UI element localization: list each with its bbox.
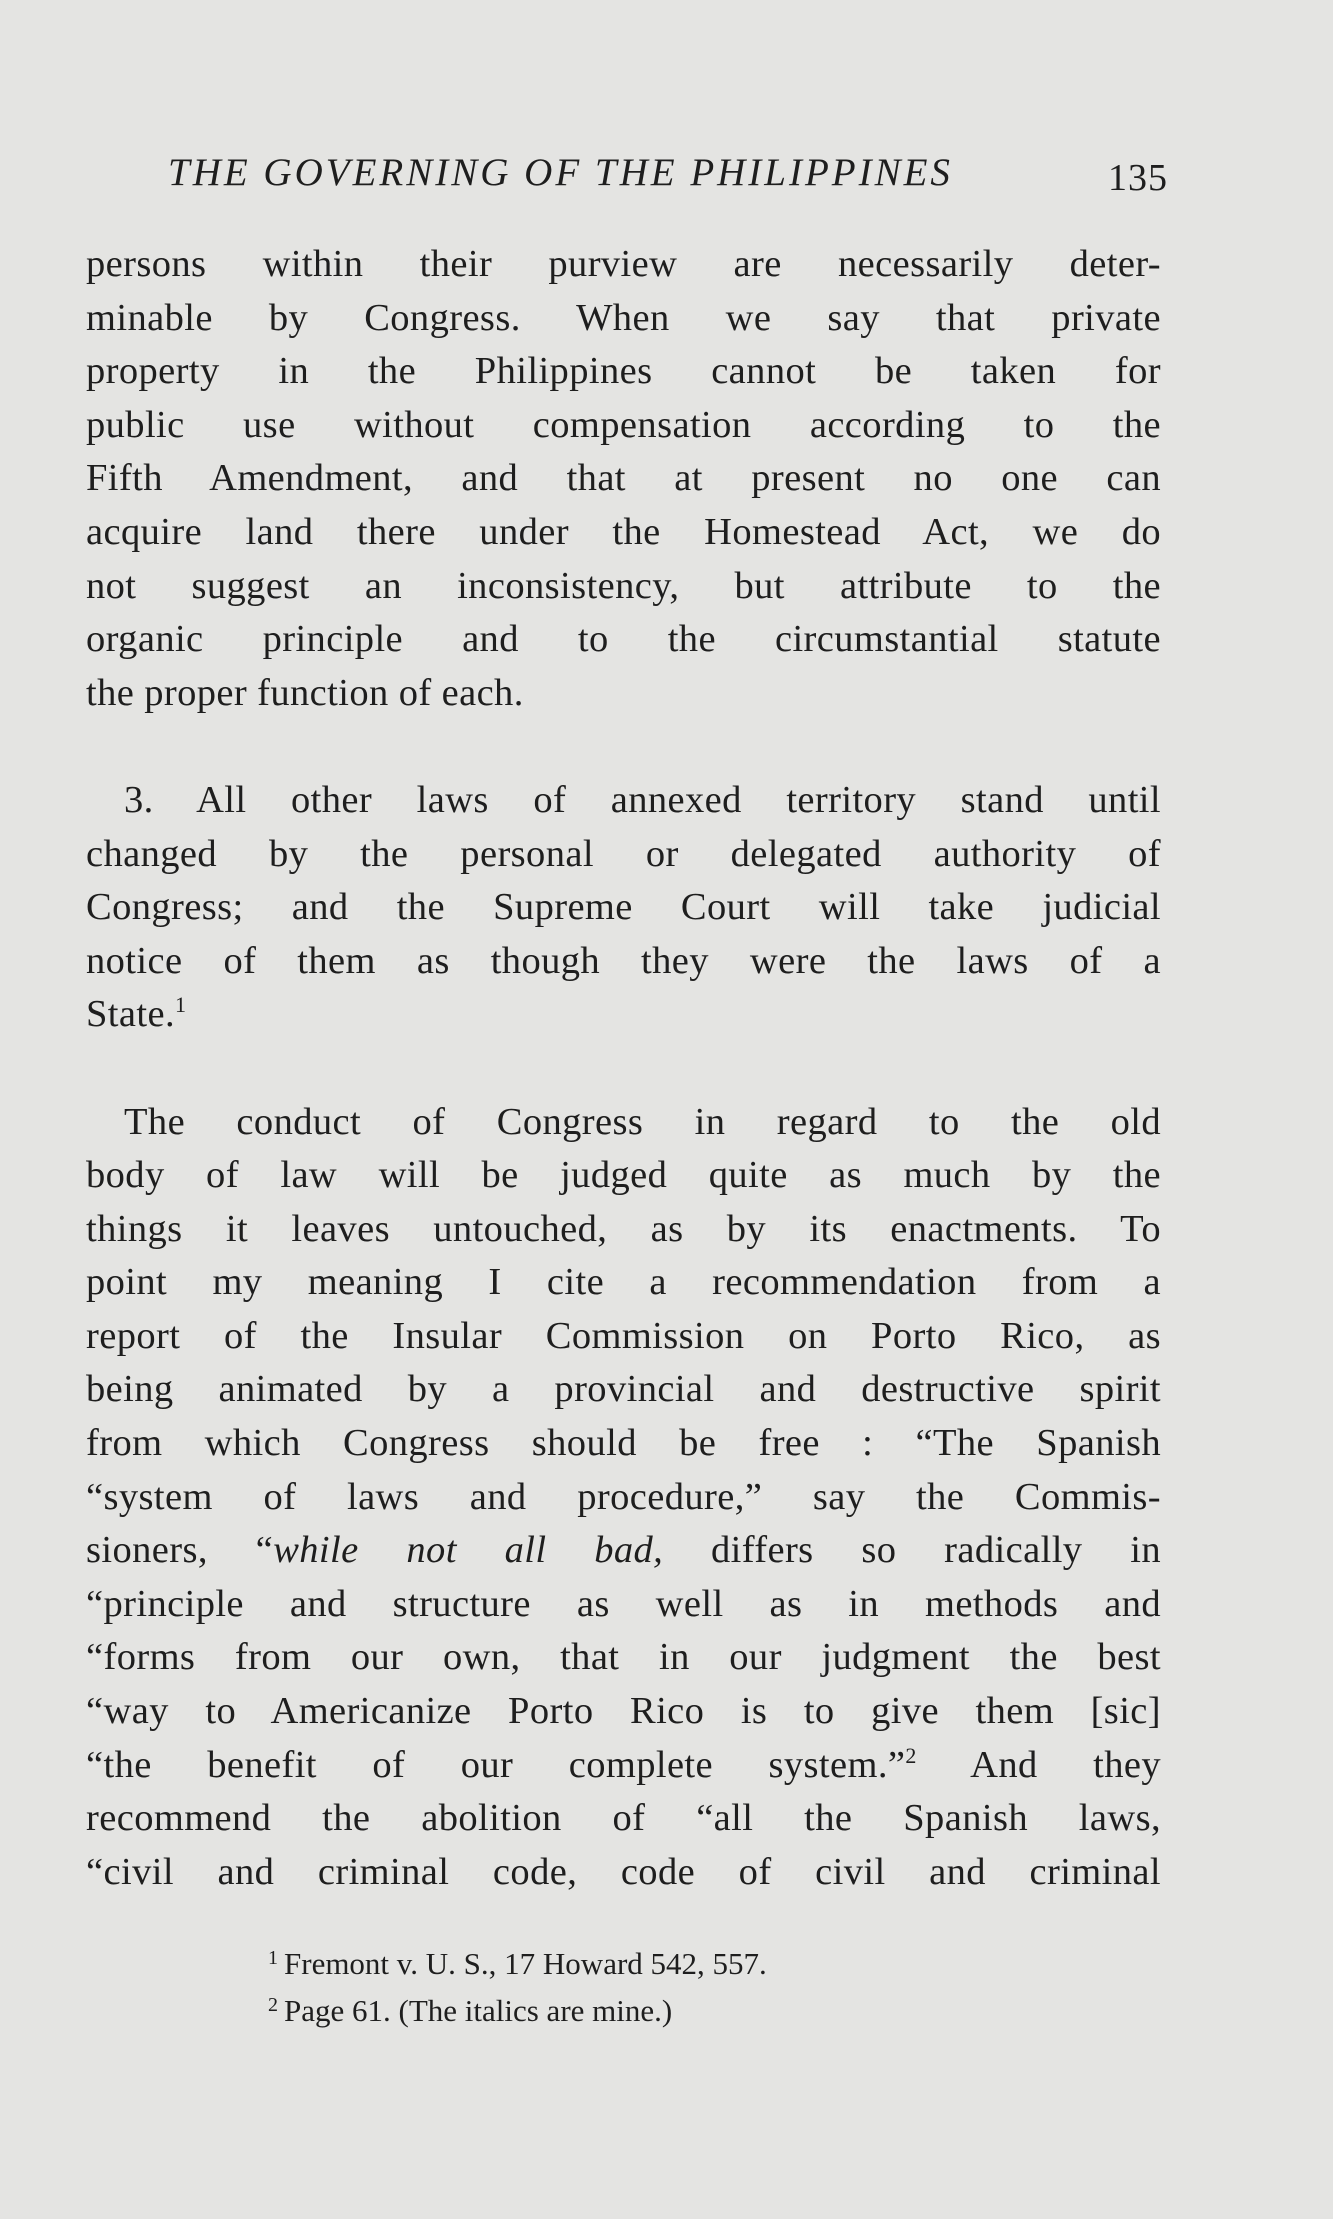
- footnote-ref: 2: [905, 1742, 917, 1768]
- body-text: [86, 238, 1161, 1899]
- text-line: [86, 1524, 1161, 1578]
- text-line: acquire land there under the Homestead Act, we do: [86, 510, 1161, 553]
- text-line: not suggest an inconsistency, but attribute to the: [86, 564, 1161, 607]
- line-text: And they: [916, 1743, 1161, 1786]
- text-line: “forms from our own, that in our judgment the best: [86, 1636, 1161, 1679]
- line-text: “the benefit of our complete system.”: [86, 1743, 906, 1786]
- page-number: 135: [1108, 157, 1168, 199]
- text-line: The conduct of Congress in regard to the old: [124, 1100, 1161, 1143]
- running-title: THE GOVERNING OF THE PHILIPPINES: [168, 151, 953, 194]
- paragraph-3: [86, 1096, 1161, 1900]
- footnote-mark: 1: [268, 1947, 278, 1969]
- footnote-text: Page 61. (The italics are mine.): [284, 1993, 673, 2028]
- text-line: persons within their purview are necessarily deter-: [86, 243, 1161, 285]
- text-line: report of the Insular Commission on Porto Rico, as: [86, 1314, 1161, 1357]
- footnote-text: Fremont v. U. S., 17 Howard 542, 557.: [284, 1946, 767, 1981]
- text-line: organic principle and to the circumstantial statute: [86, 618, 1161, 661]
- text-line: [86, 988, 1161, 1042]
- text-line: [86, 1739, 1161, 1793]
- text-line: recommend the abolition of “all the Spanish laws,: [86, 1797, 1161, 1840]
- line-text: State.: [86, 993, 176, 1036]
- running-head: [168, 150, 1168, 200]
- text-line: changed by the personal or delegated authority of: [86, 832, 1161, 875]
- paragraph-1: [86, 238, 1161, 720]
- footnote-mark: 2: [268, 1994, 278, 2016]
- line-text: sioners, “: [86, 1529, 274, 1572]
- text-line: things it leaves untouched, as by its enactments. To: [86, 1207, 1161, 1250]
- paragraph-2: [86, 774, 1161, 1042]
- text-line: Fifth Amendment, and that at present no one can: [86, 457, 1161, 500]
- text-line: point my meaning I cite a recommendation from a: [86, 1261, 1161, 1304]
- text-line: “way to Americanize Porto Rico is to give them [sic]: [86, 1690, 1161, 1733]
- text-line: “principle and structure as well as in methods and: [86, 1582, 1161, 1625]
- text-line: body of law will be judged quite as much by the: [86, 1154, 1161, 1197]
- footnote: [268, 1987, 968, 2034]
- text-line: Congress; and the Supreme Court will take judicial: [86, 886, 1161, 929]
- text-line: notice of them as though they were the laws of a: [86, 939, 1161, 982]
- line-text: differs so radically in: [663, 1529, 1161, 1572]
- text-line: public use without compensation according to the: [86, 403, 1161, 446]
- text-line: “system of laws and procedure,” say the Commis-: [86, 1475, 1161, 1518]
- text-line: property in the Philippines cannot be taken for: [86, 350, 1161, 393]
- italic-quote: while not all bad,: [273, 1529, 664, 1572]
- text-line: from which Congress should be free : “The Spanish: [86, 1422, 1161, 1465]
- text-line: minable by Congress. When we say that private: [86, 296, 1161, 339]
- footnotes: [268, 1940, 968, 2034]
- text-line: the proper function of each.: [86, 671, 524, 714]
- text-line: being animated by a provincial and destructive spirit: [86, 1368, 1161, 1411]
- footnote: [268, 1940, 968, 1987]
- text-line: “civil and criminal code, code of civil and criminal: [86, 1850, 1161, 1893]
- text-line: 3. All other laws of annexed territory stand until: [124, 778, 1161, 821]
- footnote-ref: 1: [175, 992, 187, 1018]
